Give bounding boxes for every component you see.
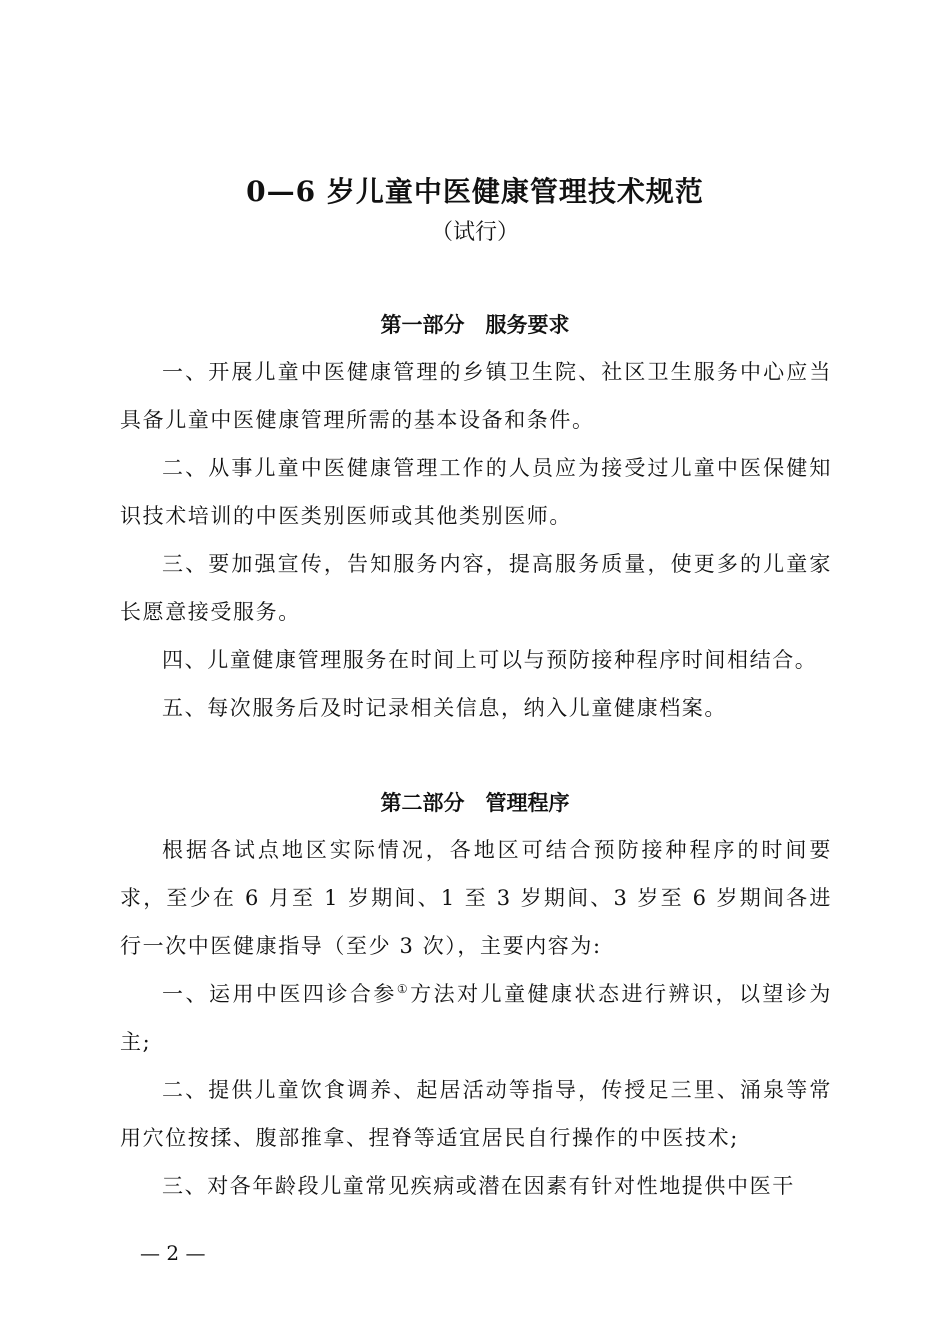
part1-item-5: 五、每次服务后及时记录相关信息，纳入儿童健康档案。: [162, 696, 727, 720]
part2-item-2: 二、提供儿童饮食调养、起居活动等指导，传授足三里、涌泉等常用穴位按揉、腹部推拿、捏脊等适宜居民自行操作的中医技术;: [120, 1078, 832, 1150]
part1-item-2: 二、从事儿童中医健康管理工作的人员应为接受过儿童中医保健知识技术培训的中医类别医师或其他类别医师。: [120, 456, 832, 528]
footnote-marker: ①: [396, 982, 411, 996]
part1-heading: 第一部分 服务要求: [380, 312, 570, 337]
document-subtitle: （试行）: [430, 220, 519, 245]
part2-item-1: [120, 970, 832, 1066]
part1-item-1: 一、开展儿童中医健康管理的乡镇卫生院、社区卫生服务中心应当具备儿童中医健康管理所需的基本设备和条件。: [120, 360, 832, 432]
part2-intro: 根据各试点地区实际情况，各地区可结合预防接种程序的时间要求，至少在 6 月至 1 岁期间、1 至 3 岁期间、3 岁至 6 岁期间各进行一次中医健康指导（至少 3 次），主要内容为:: [120, 838, 832, 958]
part2-heading: 第二部分 管理程序: [380, 790, 570, 815]
part2-item-3: 三、对各年龄段儿童常见疾病或潜在因素有针对性地提供中医干: [162, 1174, 795, 1198]
part1-item-4: 四、儿童健康管理服务在时间上可以与预防接种程序时间相结合。: [162, 648, 818, 672]
part2-item-1-end: 方法对儿童健康状态进行辨识，以望诊为主;: [120, 982, 832, 1054]
part1-item-3: 三、要加强宣传，告知服务内容，提高服务质量，使更多的儿童家长愿意接受服务。: [120, 552, 832, 624]
part2-item-1-start: 一、运用中医四诊合参: [162, 982, 397, 1006]
document-title: 0—6 岁儿童中医健康管理技术规范: [246, 175, 704, 208]
page-number: — 2 —: [140, 1241, 206, 1265]
